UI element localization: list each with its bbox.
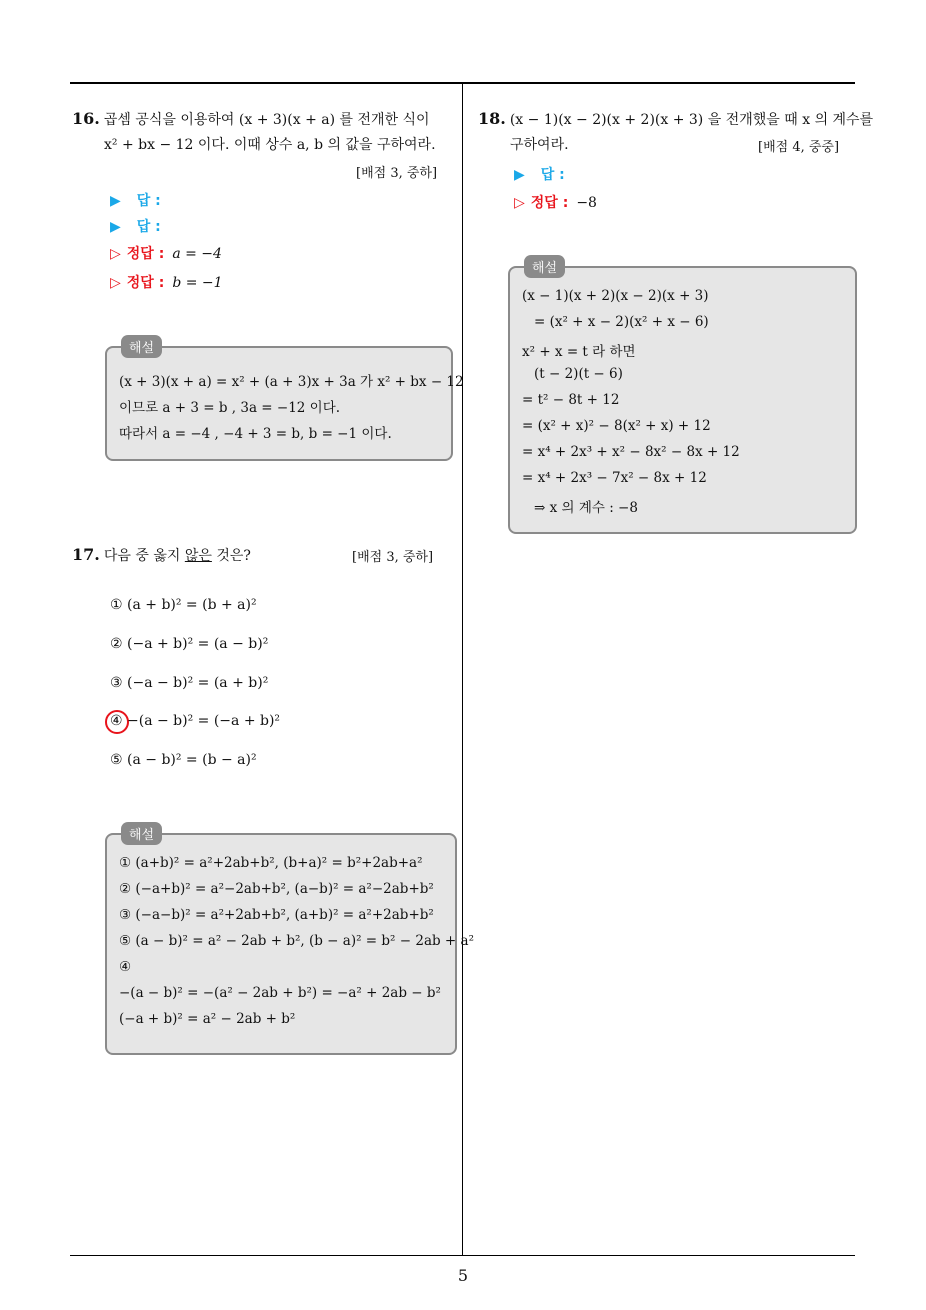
explanation-line: = x⁴ + 2x³ + x² − 8x² − 8x + 12: [522, 444, 740, 460]
correct-marker-icon: ▷: [110, 275, 121, 291]
explanation-line: = x⁴ + 2x³ − 7x² − 8x + 12: [522, 470, 707, 486]
explanation-line: x² + x = t 라 하면: [522, 344, 636, 360]
q18-meta: [배점 4, 중중]: [758, 140, 840, 155]
q17-choice-2[interactable]: ② (−a + b)² = (a − b)²: [110, 636, 269, 652]
explanation-line: ④: [119, 959, 132, 975]
q17-stem-post: 것은?: [211, 548, 251, 564]
answer-marker-icon: ▶: [514, 167, 525, 183]
explanation-line: = (x² + x)² − 8(x² + x) + 12: [522, 418, 711, 434]
explanation-line: (−a + b)² = a² − 2ab + b²: [119, 1011, 296, 1027]
q16-number: 16.: [72, 109, 100, 128]
q17-choice-3[interactable]: ③ (−a − b)² = (a + b)²: [110, 675, 269, 691]
q18-text-1: (x − 1)(x − 2)(x + 2)(x + 3) 을 전개했을 때 x 의 계수를: [509, 112, 874, 128]
explanation-tag: 해설: [121, 822, 162, 845]
q17-choice-4[interactable]: ④ −(a − b)² = (−a + b)²: [110, 713, 281, 729]
explanation-tag: 해설: [121, 335, 162, 358]
explanation-line: = (x² + x − 2)(x² + x − 6): [534, 314, 709, 330]
q16-answer-1[interactable]: [110, 190, 161, 210]
correct-value: b = −1: [172, 275, 223, 291]
q16-text-1: 곱셈 공식을 이용하여 (x + 3)(x + a) 를 전개한 식이: [103, 112, 430, 128]
q16-meta: [배점 3, 중하]: [356, 166, 438, 181]
q17-choice-5[interactable]: ⑤ (a − b)² = (b − a)²: [110, 752, 257, 768]
q18-line2: 구하여라.: [510, 137, 569, 153]
explanation-line: 따라서 a = −4 , −4 + 3 = b, b = −1 이다.: [119, 426, 392, 442]
correct-label: 정답 :: [530, 195, 569, 211]
q16-correct-2: [110, 272, 223, 292]
correct-value: −8: [576, 195, 597, 211]
correct-marker-icon: ▷: [110, 246, 121, 262]
q18-number: 18.: [478, 109, 506, 128]
explanation-line: ③ (−a−b)² = a²+2ab+b², (a+b)² = a²+2ab+b²: [119, 907, 434, 923]
explanation-line: −(a − b)² = −(a² − 2ab + b²) = −a² + 2ab − b²: [119, 985, 441, 1001]
q18-answer-1[interactable]: [514, 164, 565, 184]
correct-label: 정답 :: [126, 275, 165, 291]
q17-stem: [72, 542, 251, 569]
explanation-line: (x + 3)(x + a) = x² + (a + 3)x + 3a 가 x² + bx − 12: [119, 374, 464, 390]
page-number: 5: [457, 1266, 469, 1285]
explanation-line: (x − 1)(x + 2)(x − 2)(x + 3): [522, 288, 709, 304]
q16-explanation-box: [105, 341, 464, 461]
bottom-rule: [70, 1255, 855, 1256]
q18-correct-1: [514, 192, 597, 212]
q17-stem-pre: 다음 중 옳지: [103, 548, 185, 564]
q16-line1: [72, 106, 436, 133]
answer-label: 답 :: [540, 167, 565, 183]
explanation-line: ① (a+b)² = a²+2ab+b², (b+a)² = b²+2ab+a²: [119, 855, 423, 871]
answer-label: 답 :: [136, 193, 161, 209]
question-16: [72, 106, 436, 158]
correct-marker-icon: ▷: [514, 195, 525, 211]
answer-marker-icon: ▶: [110, 219, 121, 235]
q17-choice-1[interactable]: ① (a + b)² = (b + a)²: [110, 597, 257, 613]
correct-label: 정답 :: [126, 246, 165, 262]
q18-explanation-box: [508, 261, 857, 534]
explanation-line: = t² − 8t + 12: [522, 392, 620, 408]
q17-stem-emphasis: 않은: [184, 548, 212, 564]
q16-answer-2[interactable]: [110, 216, 161, 236]
explanation-tag: 해설: [524, 255, 565, 278]
explanation-line: ⇒ x 의 계수 : −8: [534, 500, 638, 516]
explanation-line: ⑤ (a − b)² = a² − 2ab + b², (b − a)² = b² − 2ab + a²: [119, 933, 474, 949]
q17-meta: [배점 3, 중하]: [352, 550, 434, 565]
explanation-line: ② (−a+b)² = a²−2ab+b², (a−b)² = a²−2ab+b²: [119, 881, 434, 897]
explanation-line: (t − 2)(t − 6): [534, 366, 623, 382]
question-17: [72, 542, 251, 569]
q16-line2: x² + bx − 12 이다. 이때 상수 a, b 의 값을 구하여라.: [104, 137, 436, 153]
q17-explanation-box: [105, 828, 474, 1055]
correct-value: a = −4: [172, 246, 222, 262]
explanation-line: 이므로 a + 3 = b , 3a = −12 이다.: [119, 400, 341, 416]
answer-marker-icon: ▶: [110, 193, 121, 209]
column-divider: [462, 84, 463, 1255]
q17-number: 17.: [72, 545, 100, 564]
q16-correct-1: [110, 243, 222, 263]
q18-line1: [478, 106, 873, 133]
answer-label: 답 :: [136, 219, 161, 235]
